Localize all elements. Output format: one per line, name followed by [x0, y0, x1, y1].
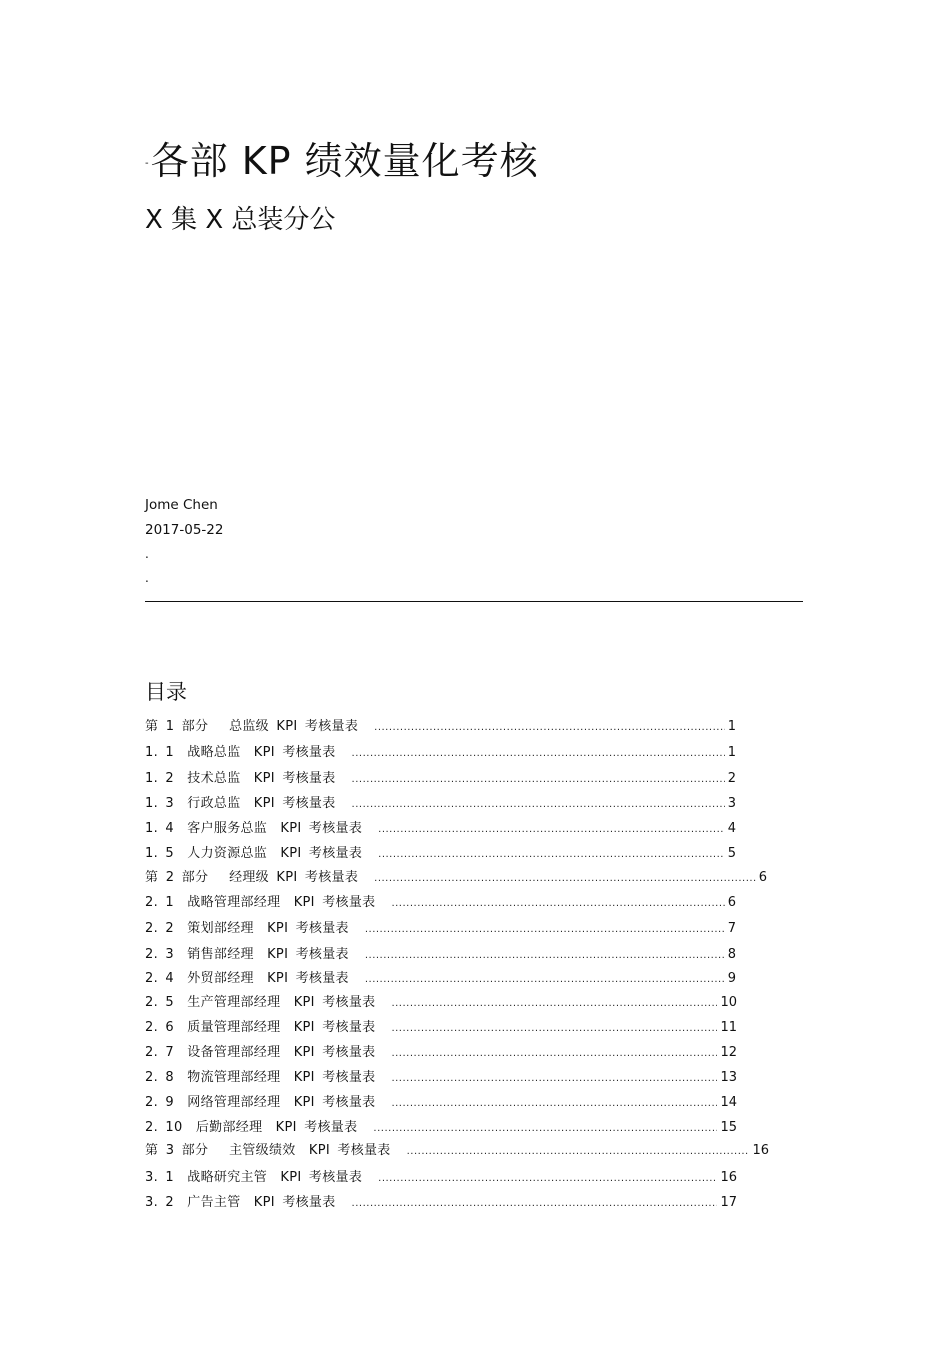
toc-entry[interactable]	[145, 869, 767, 887]
toc-entry[interactable]	[145, 1069, 737, 1087]
title-mark: -	[145, 157, 150, 169]
toc-entry-page: 7	[727, 921, 736, 936]
toc-leader-dots	[365, 971, 725, 989]
toc-entry[interactable]	[145, 820, 736, 838]
toc-entry[interactable]	[145, 795, 736, 813]
toc-entry-page: 11	[720, 1020, 737, 1035]
toc-leader-dots	[391, 995, 717, 1013]
title-text: 各部 KP 绩效量化考核	[150, 139, 539, 183]
toc-entry-label: 1. 3 行政总监 KPI 考核量表	[145, 796, 336, 811]
author-name: Jome Chen	[145, 497, 218, 513]
toc-entry-label: 2. 6 质量管理部经理 KPI 考核量表	[145, 1020, 376, 1035]
toc-entry-label: 2. 3 销售部经理 KPI 考核量表	[145, 947, 349, 962]
toc-entry[interactable]	[145, 994, 737, 1012]
toc-leader-dots	[378, 821, 725, 839]
toc-leader-dots	[407, 1143, 750, 1161]
toc-entry-page: 14	[720, 1095, 737, 1110]
toc-leader-dots	[391, 1020, 717, 1038]
toc-entry[interactable]	[145, 970, 736, 988]
toc-entry-label: 2. 8 物流管理部经理 KPI 考核量表	[145, 1070, 376, 1085]
toc-leader-dots	[373, 1120, 717, 1138]
toc-leader-dots	[378, 1170, 717, 1188]
toc-entry[interactable]	[145, 1044, 737, 1062]
toc-entry[interactable]	[145, 1019, 737, 1037]
toc-entry[interactable]	[145, 718, 736, 736]
toc-entry-page: 3	[727, 796, 736, 811]
toc-entry-label: 2. 10 后勤部经理 KPI 考核量表	[145, 1120, 358, 1135]
toc-entry-label: 第 2 部分 经理级 KPI 考核量表	[145, 870, 359, 885]
toc-leader-dots	[352, 1195, 718, 1213]
toc-leader-dots	[391, 1045, 717, 1063]
toc-entry-page: 5	[727, 846, 736, 861]
toc-leader-dots	[378, 846, 725, 864]
toc-entry-page: 6	[758, 870, 767, 885]
toc-entry-page: 15	[720, 1120, 737, 1135]
toc-entry-page: 16	[752, 1143, 769, 1158]
toc-entry-page: 1	[727, 745, 736, 760]
document-title	[145, 138, 539, 187]
toc-entry-label: 1. 5 人力资源总监 KPI 考核量表	[145, 846, 363, 861]
toc-entry-label: 2. 1 战略管理部经理 KPI 考核量表	[145, 895, 376, 910]
toc-entry-page: 10	[720, 995, 737, 1010]
toc-leader-dots	[352, 796, 725, 814]
toc-entry-label: 3. 2 广告主管 KPI 考核量表	[145, 1195, 336, 1210]
toc-entry-label: 1. 4 客户服务总监 KPI 考核量表	[145, 821, 363, 836]
toc-leader-dots	[352, 771, 725, 789]
toc-leader-dots	[391, 1070, 717, 1088]
toc-entry-label: 第 3 部分 主管级绩效 KPI 考核量表	[145, 1143, 391, 1158]
toc-entry[interactable]	[145, 845, 736, 863]
toc-entry-page: 2	[727, 771, 736, 786]
toc-leader-dots	[391, 895, 724, 913]
toc-entry[interactable]	[145, 920, 736, 938]
toc-heading: 目录	[145, 680, 187, 704]
toc-entry-label: 2. 4 外贸部经理 KPI 考核量表	[145, 971, 349, 986]
toc-entry-label: 2. 5 生产管理部经理 KPI 考核量表	[145, 995, 376, 1010]
toc-entry-page: 17	[720, 1195, 737, 1210]
toc-entry[interactable]	[145, 770, 736, 788]
dot-line: .	[145, 547, 149, 561]
toc-entry-page: 9	[727, 971, 736, 986]
toc-leader-dots	[391, 1095, 717, 1113]
toc-entry[interactable]	[145, 894, 736, 912]
toc-leader-dots	[374, 719, 725, 737]
toc-entry[interactable]	[145, 1094, 737, 1112]
toc-leader-dots	[365, 921, 725, 939]
toc-entry-label: 2. 9 网络管理部经理 KPI 考核量表	[145, 1095, 376, 1110]
toc-leader-dots	[365, 947, 725, 965]
toc-leader-dots	[374, 870, 756, 888]
document-subtitle: X 集 X 总装分公	[145, 205, 336, 235]
toc-entry[interactable]	[145, 946, 736, 964]
toc-entry-page: 12	[720, 1045, 737, 1060]
toc-entry-label: 1. 1 战略总监 KPI 考核量表	[145, 745, 336, 760]
toc-entry[interactable]	[145, 744, 736, 762]
toc-entry[interactable]	[145, 1119, 737, 1137]
toc-entry[interactable]	[145, 1169, 737, 1187]
toc-entry[interactable]	[145, 1194, 737, 1212]
toc-entry-page: 13	[720, 1070, 737, 1085]
toc-leader-dots	[352, 745, 725, 763]
document-date: 2017-05-22	[145, 522, 224, 538]
dot-line: .	[145, 571, 149, 585]
toc-entry-label: 第 1 部分 总监级 KPI 考核量表	[145, 719, 359, 734]
toc-entry-page: 8	[727, 947, 736, 962]
toc-entry-page: 1	[727, 719, 736, 734]
toc-entry-page: 6	[727, 895, 736, 910]
toc-entry[interactable]	[145, 1142, 769, 1160]
toc-entry-label: 2. 7 设备管理部经理 KPI 考核量表	[145, 1045, 376, 1060]
toc-entry-page: 16	[720, 1170, 737, 1185]
toc-entry-label: 1. 2 技术总监 KPI 考核量表	[145, 771, 336, 786]
toc-entry-label: 2. 2 策划部经理 KPI 考核量表	[145, 921, 349, 936]
toc-entry-label: 3. 1 战略研究主管 KPI 考核量表	[145, 1170, 363, 1185]
toc-entry-page: 4	[727, 821, 736, 836]
horizontal-divider	[145, 601, 803, 602]
